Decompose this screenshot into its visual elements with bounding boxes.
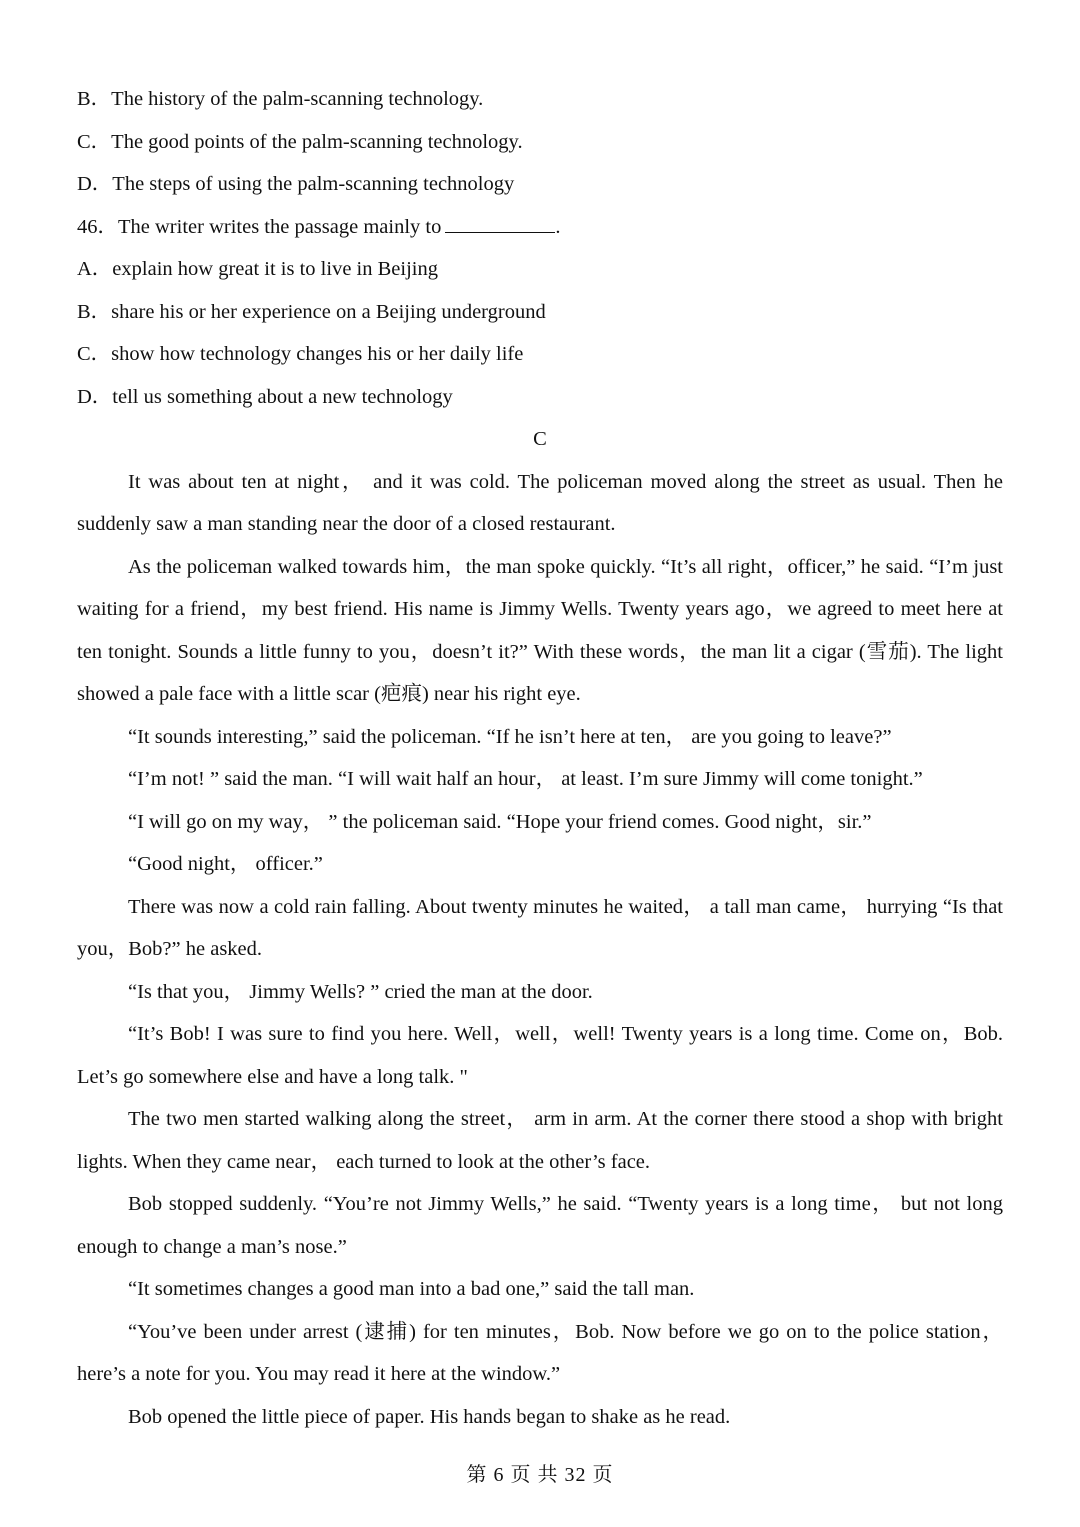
passage-paragraph: As the policeman walked towards him，the man spoke quickly. “It’s all right，officer,” he said. “I’m just waiting for a friend，my best friend. His name is Jimmy Wells. Twenty years ago，we agreed to meet here at ten tonight. Sounds a little funny to you，doesn’t it?” With these words，the man lit a cigar (雪茄). The light showed a pale face with a little scar (疤痕) near his right eye. <box>77 555 1003 705</box>
passage-paragraph: “It’s Bob! I was sure to find you here. Well，well，well! Twenty years is a long time. Come on，Bob. Let’s go somewhere else and have a long talk. " <box>77 1023 1003 1088</box>
q45-option-b: B．The history of the palm-scanning technology. <box>77 88 484 110</box>
passage-paragraph: “You’ve been under arrest (逮捕) for ten minutes，Bob. Now before we go on to the police station，here’s a note for you. You may read it here at the window.” <box>77 1320 1003 1385</box>
q45-option-d: D．The steps of using the palm-scanning technology <box>77 173 515 195</box>
passage-paragraph: Bob opened the little piece of paper. His hands began to shake as he read. <box>128 1405 731 1428</box>
q45-option-c: C．The good points of the palm-scanning technology. <box>77 130 523 153</box>
passage-paragraph: The two men started walking along the street， arm in arm. At the corner there stood a shop with bright lights. When they came near， each turned to look at the other’s face. <box>77 1108 1003 1173</box>
passage-paragraph: “Good night， officer.” <box>128 853 323 875</box>
passage-paragraph: “It sometimes changes a good man into a bad one,” said the tall man. <box>128 1278 695 1300</box>
page-number-footer: 第 6 页 共 32 页 <box>466 1464 614 1486</box>
q46-option-c: C．show how technology changes his or her daily life <box>77 343 524 365</box>
q46-stem <box>77 206 1003 249</box>
page-content <box>77 78 1003 1438</box>
passage-paragraph: “I will go on my way， ” the policeman said. “Hope your friend comes. Good night，sir.” <box>128 810 872 833</box>
q46-option-d: D．tell us something about a new technology <box>77 385 453 408</box>
answer-blank <box>445 214 555 233</box>
passage-paragraph: “Is that you， Jimmy Wells? ” cried the man at the door. <box>128 980 593 1003</box>
passage-paragraph: It was about ten at night， and it was cold. The policeman moved along the street as usual. Then he suddenly saw a man standing near the door of a closed restaurant. <box>77 470 1003 535</box>
q46-stem-text: 46．The writer writes the passage mainly to <box>77 215 442 238</box>
passage-paragraph: “I’m not! ” said the man. “I will wait half an hour， at least. I’m sure Jimmy will come tonight.” <box>128 768 923 790</box>
q46-stem-end: . <box>555 215 561 238</box>
q46-option-a: A．explain how great it is to live in Beijing <box>77 258 438 280</box>
passage-paragraph: Bob stopped suddenly. “You’re not Jimmy Wells,” he said. “Twenty years is a long time， but not long enough to change a man’s nose.” <box>77 1193 1003 1258</box>
q46-option-b: B．share his or her experience on a Beijing underground <box>77 300 546 323</box>
passage-paragraph: There was now a cold rain falling. About twenty minutes he waited， a tall man came， hurrying “Is that you，Bob?” he asked. <box>77 895 1003 960</box>
section-c-heading: C <box>533 428 547 450</box>
passage-paragraph: “It sounds interesting,” said the policeman. “If he isn’t here at ten， are you going to leave?” <box>128 725 892 748</box>
